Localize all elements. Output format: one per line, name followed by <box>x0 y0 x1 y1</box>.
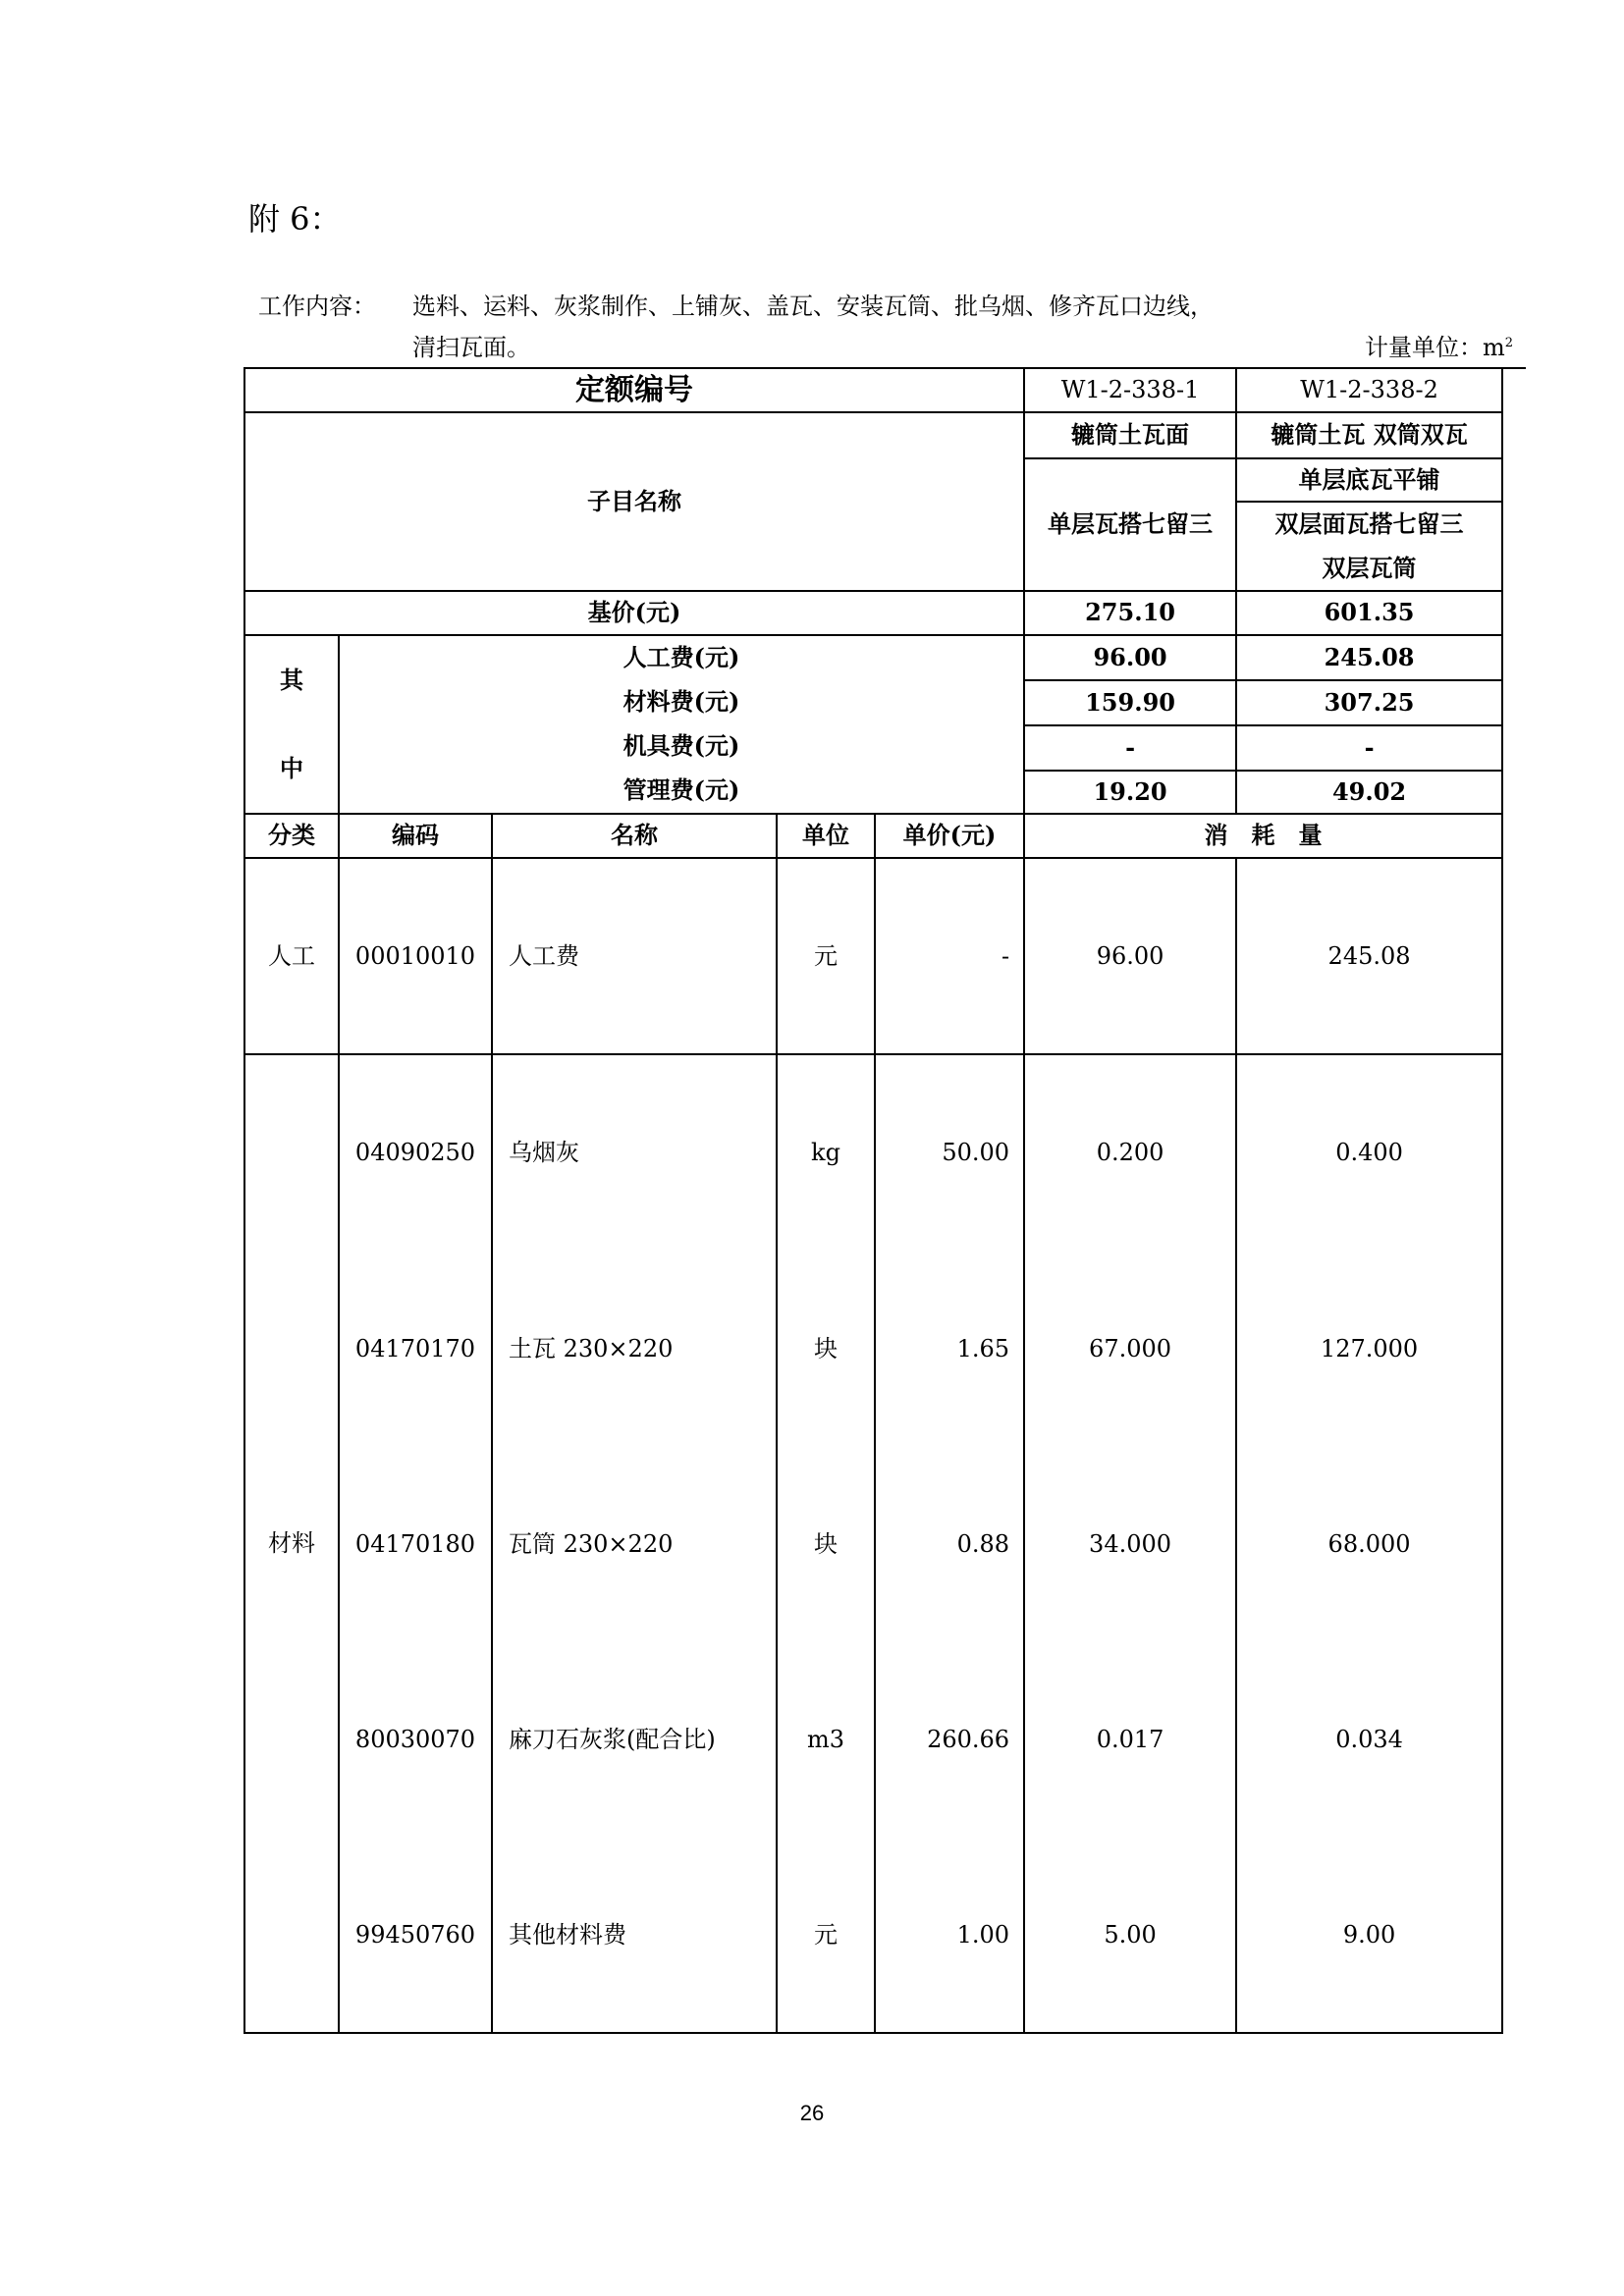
material-cost-2: 307.25 <box>1237 679 1501 724</box>
quota-code-2: W1-2-338-2 <box>1236 368 1502 412</box>
material-unit-price: 1.65 <box>875 1251 1024 1447</box>
header-name: 名称 <box>492 814 777 858</box>
appendix-title: 附 6： <box>248 200 342 238</box>
material-consumption-2: 127.000 <box>1236 1251 1502 1447</box>
material-consumption-2: 0.034 <box>1236 1642 1502 1838</box>
table-row <box>244 1642 1502 1838</box>
header-category: 分类 <box>244 814 339 858</box>
work-content-label: 工作内容： <box>258 293 376 320</box>
management-cost-2: 49.02 <box>1237 770 1501 813</box>
labor-unit: 元 <box>777 858 875 1054</box>
labor-consumption-1: 96.00 <box>1024 858 1236 1054</box>
material-consumption-2: 9.00 <box>1236 1838 1502 2033</box>
item-2-line-2: 单层底瓦平铺 <box>1237 457 1501 502</box>
work-content-line-1: 选料、运料、灰浆制作、上铺灰、盖瓦、安装瓦筒、批乌烟、修齐瓦口边线， <box>412 293 1214 320</box>
machinery-cost-label: 机具费(元) <box>623 731 740 761</box>
labor-cost-label: 人工费(元) <box>623 643 740 672</box>
item-name-label: 子目名称 <box>244 412 1024 591</box>
material-code: 99450760 <box>339 1838 492 2033</box>
material-cost-label: 材料费(元) <box>623 687 740 717</box>
header-unit-price: 单价(元) <box>875 814 1024 858</box>
header-consumption: 消 耗 量 <box>1024 814 1502 858</box>
material-name: 瓦筒 230×220 <box>492 1447 777 1642</box>
cost-values-2 <box>1236 635 1502 814</box>
material-code: 04170170 <box>339 1251 492 1447</box>
item-1-line-1: 辘筒土瓦面 <box>1071 420 1190 450</box>
material-consumption-2: 0.400 <box>1236 1054 1502 1251</box>
measurement-unit <box>1365 328 1513 362</box>
material-unit-price: 50.00 <box>875 1054 1024 1251</box>
work-content-line-2: 清扫瓦面。 <box>412 334 530 361</box>
material-consumption-1: 0.017 <box>1024 1642 1236 1838</box>
quota-table <box>244 367 1503 2034</box>
measurement-unit-text: 计量单位：m <box>1365 334 1505 361</box>
material-name: 乌烟灰 <box>492 1054 777 1251</box>
material-unit: 块 <box>777 1447 875 1642</box>
labor-category: 人工 <box>244 858 339 1054</box>
table-row <box>244 1838 1502 2033</box>
machinery-cost-1: - <box>1025 724 1235 770</box>
base-price-label: 基价(元) <box>244 591 1024 635</box>
labor-unit-price: - <box>875 858 1024 1054</box>
material-unit-price: 0.88 <box>875 1447 1024 1642</box>
header-unit: 单位 <box>777 814 875 858</box>
material-consumption-2: 68.000 <box>1236 1447 1502 1642</box>
base-price-1: 275.10 <box>1024 591 1236 635</box>
cost-labels <box>339 635 1024 814</box>
item-2-line-4: 双层瓦筒 <box>1322 553 1417 582</box>
material-code: 04170180 <box>339 1447 492 1642</box>
material-unit: m3 <box>777 1642 875 1838</box>
table-row <box>244 1447 1502 1642</box>
of-which-char-2: 中 <box>280 753 303 782</box>
material-code: 04090250 <box>339 1054 492 1251</box>
of-which-label <box>244 635 339 814</box>
material-category: 材料 <box>244 1054 339 2033</box>
material-cost-1: 159.90 <box>1025 679 1235 724</box>
machinery-cost-2: - <box>1237 724 1501 770</box>
item-1-line-2: 单层瓦搭七留三 <box>1025 457 1235 590</box>
management-cost-1: 19.20 <box>1025 770 1235 813</box>
quota-code-1: W1-2-338-1 <box>1024 368 1236 412</box>
material-consumption-1: 67.000 <box>1024 1251 1236 1447</box>
header-code: 编码 <box>339 814 492 858</box>
labor-cost-1: 96.00 <box>1093 642 1167 671</box>
material-unit-price: 1.00 <box>875 1838 1024 2033</box>
labor-name: 人工费 <box>492 858 777 1054</box>
management-cost-label: 管理费(元) <box>623 775 740 805</box>
material-name: 土瓦 230×220 <box>492 1251 777 1447</box>
material-unit: 元 <box>777 1838 875 2033</box>
cost-values-1 <box>1024 635 1236 814</box>
material-unit-price: 260.66 <box>875 1642 1024 1838</box>
table-row <box>244 1054 1502 1251</box>
material-code: 80030070 <box>339 1642 492 1838</box>
item-2-lines-3-4 <box>1237 501 1501 590</box>
base-price-2: 601.35 <box>1236 591 1502 635</box>
material-unit: 块 <box>777 1251 875 1447</box>
of-which-char-1: 其 <box>280 665 303 694</box>
quota-code-label: 定额编号 <box>244 368 1024 412</box>
item-name-1 <box>1024 412 1236 591</box>
material-name: 麻刀石灰浆(配合比) <box>492 1642 777 1838</box>
item-name-2 <box>1236 412 1502 591</box>
item-2-line-1: 辘筒土瓦 双筒双瓦 <box>1271 420 1468 450</box>
item-2-line-3: 双层面瓦搭七留三 <box>1274 509 1464 539</box>
measurement-unit-superscript: 2 <box>1504 336 1514 350</box>
table-row <box>244 1251 1502 1447</box>
labor-cost-2: 245.08 <box>1324 642 1415 671</box>
material-consumption-1: 5.00 <box>1024 1838 1236 2033</box>
material-unit: kg <box>777 1054 875 1251</box>
material-consumption-1: 0.200 <box>1024 1054 1236 1251</box>
page-number: 26 <box>799 2101 825 2125</box>
labor-consumption-2: 245.08 <box>1236 858 1502 1054</box>
material-name: 其他材料费 <box>492 1838 777 2033</box>
material-consumption-1: 34.000 <box>1024 1447 1236 1642</box>
labor-code: 00010010 <box>339 858 492 1054</box>
